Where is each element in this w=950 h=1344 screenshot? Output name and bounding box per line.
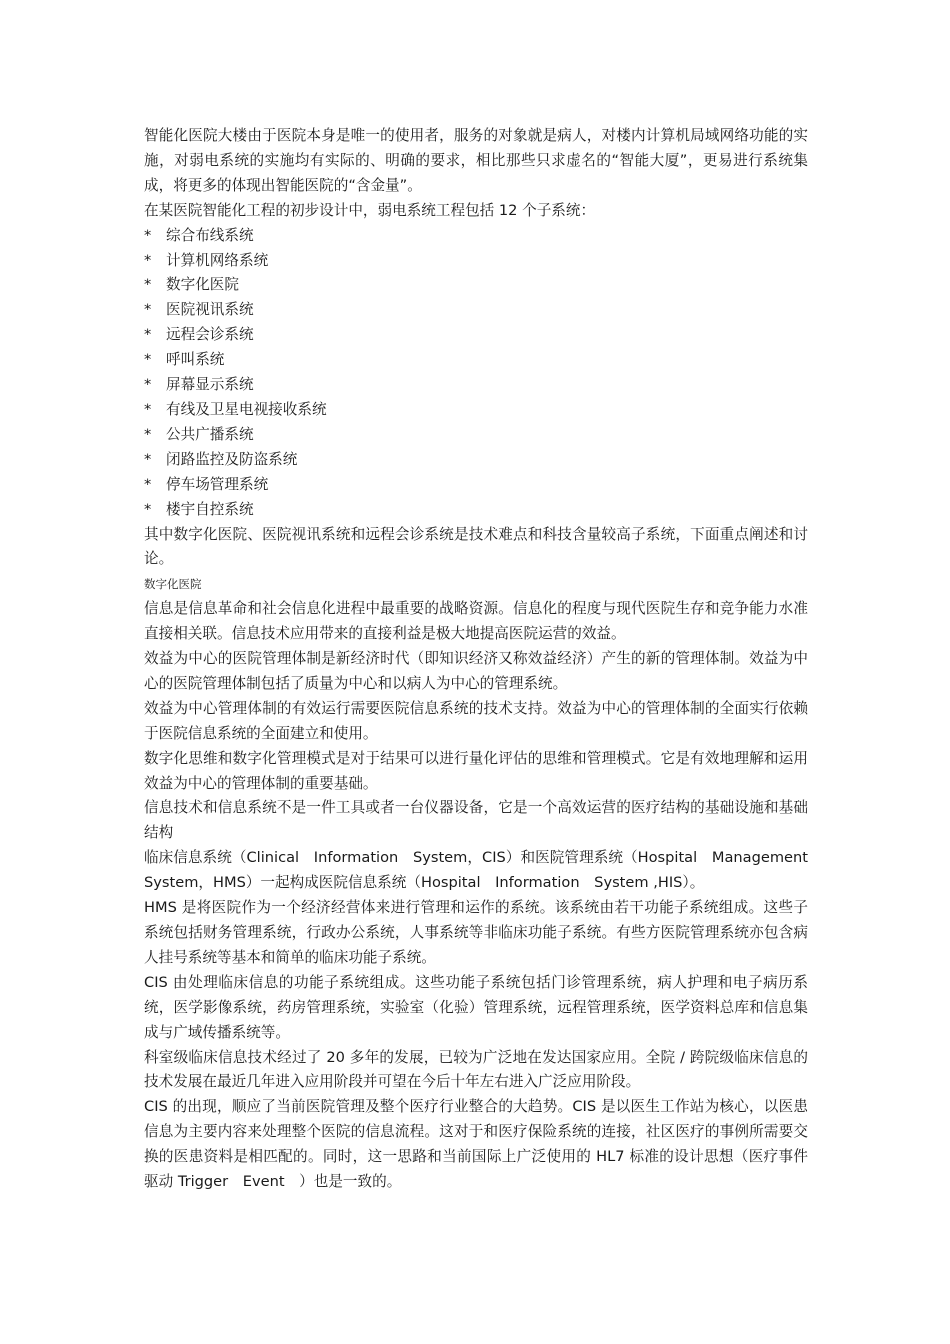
list-item: [144, 249, 808, 274]
list-item-text: 综合布线系统: [166, 226, 254, 244]
bullet: *: [144, 226, 152, 244]
list-item-text: 呼叫系统: [166, 351, 225, 369]
body-paragraph: CIS 由处理临床信息的功能子系统组成。这些功能子系统包括门诊管理系统，病人护理和电子病历系统，医学影像系统，药房管理系统，实验室（化验）管理系统，远程管理系统，医学资料总库和信息集成与广域传播系统等。: [144, 973, 808, 1041]
body-paragraph: 效益为中心管理体制的有效运行需要医院信息系统的技术支持。效益为中心的管理体制的全面实行依赖于医院信息系统的全面建立和使用。: [144, 699, 808, 742]
list-item: [144, 448, 808, 473]
list-item: [144, 298, 808, 323]
bullet: *: [144, 251, 152, 269]
list-item-text: 远程会诊系统: [166, 326, 254, 344]
body-paragraph: 效益为中心的医院管理体制是新经济时代（即知识经济又称效益经济）产生的新的管理体制。效益为中心的医院管理体制包括了质量为中心和以病人为中心的管理系统。: [144, 650, 808, 692]
list-item-text: 医院视讯系统: [166, 301, 254, 319]
list-item: [144, 348, 808, 373]
list-item: [144, 373, 808, 398]
list-item-text: 停车场管理系统: [166, 475, 269, 493]
bullet: *: [144, 475, 152, 493]
body-paragraph: 数字化思维和数字化管理模式是对于结果可以进行量化评估的思维和管理模式。它是有效地理解和运用效益为中心的管理体制的重要基础。: [144, 749, 808, 792]
bullet: *: [144, 326, 152, 344]
body-paragraph: 临床信息系统（Clinical Information System，CIS）和医院管理系统（Hospital Management System，HMS）一起构成医院信息系统（Hospital Information System ,HIS）。: [144, 849, 823, 892]
list-item-text: 楼宇自控系统: [166, 500, 254, 518]
list-item-text: 公共广播系统: [166, 425, 254, 443]
list-item-text: 屏幕显示系统: [166, 376, 254, 394]
bullet: *: [144, 450, 152, 468]
document-body: [144, 124, 823, 1195]
bullet: *: [144, 301, 152, 319]
body-paragraph: HMS 是将医院作为一个经济经营体来进行管理和运作的系统。该系统由若干功能子系统组成。这些子系统包括财务管理系统，行政办公系统，人事系统等非临床功能子系统。有些方医院管理系统亦包含病人挂号系统等基本和简单的临床功能子系统。: [144, 899, 808, 966]
list-item: [144, 473, 808, 498]
body-paragraph: 信息技术和信息系统不是一件工具或者一台仪器设备，它是一个高效运营的医疗结构的基础设施和基础结构: [144, 799, 808, 842]
list-item-text: 数字化医院: [166, 276, 239, 294]
list-item: [144, 498, 808, 523]
intro-paragraph-2: 在某医院智能化工程的初步设计中，弱电系统工程包括 12 个子系统：: [144, 201, 596, 219]
body-paragraph: 科室级临床信息技术经过了 20 多年的发展，已较为广泛地在发达国家应用。全院 / 跨院级临床信息的技术发展在最近几年进入应用阶段并可望在今后十年左右进入广泛应用阶段。: [144, 1048, 808, 1091]
list-item: [144, 423, 808, 448]
subsystem-list: [144, 224, 808, 523]
bullet: *: [144, 425, 152, 443]
summary-paragraph: 其中数字化医院、医院视讯系统和远程会诊系统是技术难点和科技含量较高子系统，下面重点阐述和讨论。: [144, 525, 808, 568]
body-paragraph: CIS 的出现，顺应了当前医院管理及整个医疗行业整合的大趋势。CIS 是以医生工作站为核心，以医患信息为主要内容来处理整个医院的信息流程。这对于和医疗保险系统的连接，社区医疗的事例所需要交换的医患资料是相匹配的。同时，这一思路和当前国际上广泛使用的 HL7 标准的设计思想（医疗事件驱动 Trigger Event ）也是一致的。: [144, 1098, 808, 1191]
list-item: [144, 398, 808, 423]
body-paragraph: 信息是信息革命和社会信息化进程中最重要的战略资源。信息化的程度与现代医院生存和竞争能力水准直接相关联。信息技术应用带来的直接利益是极大地提高医院运营的效益。: [144, 600, 808, 643]
list-item: [144, 323, 808, 348]
list-item-text: 计算机网络系统: [166, 251, 269, 269]
bullet: *: [144, 400, 152, 418]
bullet: *: [144, 376, 152, 394]
list-item-text: 闭路监控及防盗系统: [166, 450, 298, 468]
section-heading: 数字化医院: [144, 577, 202, 592]
list-item: [144, 273, 808, 298]
intro-paragraph-1: 智能化医院大楼由于医院本身是唯一的使用者，服务的对象就是病人，对楼内计算机局域网络功能的实施，对弱电系统的实施均有实际的、明确的要求，相比那些只求虚名的“智能大厦”，更易进行系统集成，将更多的体现出智能医院的“含金量”。: [144, 127, 808, 194]
list-item: [144, 224, 808, 249]
list-item-text: 有线及卫星电视接收系统: [166, 400, 327, 418]
bullet: *: [144, 351, 152, 369]
bullet: *: [144, 276, 152, 294]
bullet: *: [144, 500, 152, 518]
